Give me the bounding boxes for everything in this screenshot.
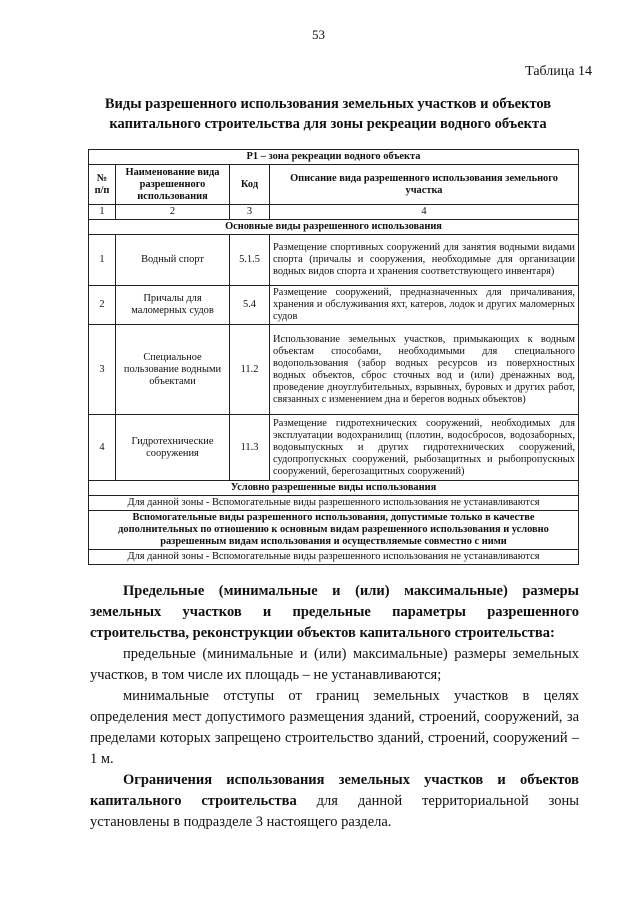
row-num: 1 xyxy=(89,235,116,286)
restrictions-rest: для данной территориальной зоны установлены в подразделе 3 настоящего раздела. xyxy=(90,793,579,830)
row-desc: Использование земельных участков, примыкающих к водным объектам способами, необходимыми для специального водопользования (забор водных ресурсов из поверхностных водных объектов, сброс сточных вод и (или) дренажных вод, проведение дноуглубительных, взрывных, буровых и других работ, связанных с изменением дна и берегов водных объектов) xyxy=(270,325,579,415)
col-header-code: Код xyxy=(230,165,270,205)
main-section-row xyxy=(89,220,579,235)
row-desc: Размещение спортивных сооружений для занятия водными видами спорта (причалы и сооружения, необходимые для организации водных видов спорта и хранения соответствующего инвентаря) xyxy=(270,235,579,286)
table-row xyxy=(89,325,579,415)
col-number: 1 xyxy=(89,205,116,220)
table-row xyxy=(89,415,579,481)
row-num: 4 xyxy=(89,415,116,481)
table-label: Таблица 14 xyxy=(525,64,592,79)
paragraph-plot-sizes: предельные (минимальные и (или) максимальные) размеры земельных участков, в том числе их площадь – не устанавливаются; xyxy=(90,646,579,683)
conditional-note: Для данной зоны - Вспомогательные виды разрешенного использования не устанавливаются xyxy=(89,496,579,511)
auxiliary-note: Для данной зоны - Вспомогательные виды разрешенного использования не устанавливаются xyxy=(89,550,579,565)
column-header-row xyxy=(89,165,579,205)
row-desc: Размещение сооружений, предназначенных для причаливания, хранения и обслуживания яхт, катеров, лодок и других маломерных судов xyxy=(270,286,579,325)
col-header-name: Наименование вида разрешенного использования xyxy=(116,165,230,205)
row-desc: Размещение гидротехнических сооружений, необходимых для эксплуатации водохранилищ (плотин, водосбросов, водозаборных, водовыпускных и других гидротехнических сооружений, судопропускных сооружений, рыбозащитных и рыбопропускных сооружений, берегозащитных сооружений) xyxy=(270,415,579,481)
conditional-note-row xyxy=(89,496,579,511)
auxiliary-header: Вспомогательные виды разрешенного использования, допустимые только в качестве дополнительных по отношению к основным видам разрешенного использования и условно разрешенным видам использования и осуществляемые совместно с ними xyxy=(89,511,579,550)
col-number: 3 xyxy=(230,205,270,220)
col-number: 4 xyxy=(270,205,579,220)
zone-header: Р1 – зона рекреации водного объекта xyxy=(89,150,579,165)
table-row xyxy=(89,235,579,286)
paragraph-restrictions xyxy=(90,770,579,833)
auxiliary-note-row xyxy=(89,550,579,565)
conditional-header: Условно разрешенные виды использования xyxy=(89,481,579,496)
row-code: 5.4 xyxy=(230,286,270,325)
table-row xyxy=(89,286,579,325)
col-number: 2 xyxy=(116,205,230,220)
col-header-desc: Описание вида разрешенного использования земельного участка xyxy=(270,165,579,205)
row-code: 11.2 xyxy=(230,325,270,415)
land-use-table xyxy=(88,149,579,565)
row-code: 11.3 xyxy=(230,415,270,481)
row-num: 2 xyxy=(89,286,116,325)
auxiliary-section-row xyxy=(89,511,579,550)
body-text xyxy=(90,581,579,833)
paragraph-setbacks: минимальные отступы от границ земельных участков в целях определения мест допустимого размещения зданий, строений, сооружений, за пределами которых запрещено строительство зданий, строений, сооружений – 1 м. xyxy=(90,688,579,767)
row-name: Специальное пользование водными объектами xyxy=(116,325,230,415)
column-number-row xyxy=(89,205,579,220)
zone-header-row xyxy=(89,150,579,165)
row-name: Водный спорт xyxy=(116,235,230,286)
row-name: Гидротехнические сооружения xyxy=(116,415,230,481)
heading-limits: Предельные (минимальные и (или) максимальные) размеры земельных участков и предельные параметры разрешенного строительства, реконструкции объектов капитального строительства: xyxy=(90,583,579,641)
col-header-num: № п/п xyxy=(89,165,116,205)
row-num: 3 xyxy=(89,325,116,415)
page-number: 53 xyxy=(312,27,325,42)
table-title: Виды разрешенного использования земельных участков и объектов капитального строительства для зоны рекреации водного объекта xyxy=(104,96,552,132)
row-name: Причалы для маломерных судов xyxy=(116,286,230,325)
row-code: 5.1.5 xyxy=(230,235,270,286)
restrictions-bold: Ограничения использования земельных участков и объектов капитального строительства xyxy=(90,772,579,809)
conditional-section-row xyxy=(89,481,579,496)
main-section-header: Основные виды разрешенного использования xyxy=(89,220,579,235)
